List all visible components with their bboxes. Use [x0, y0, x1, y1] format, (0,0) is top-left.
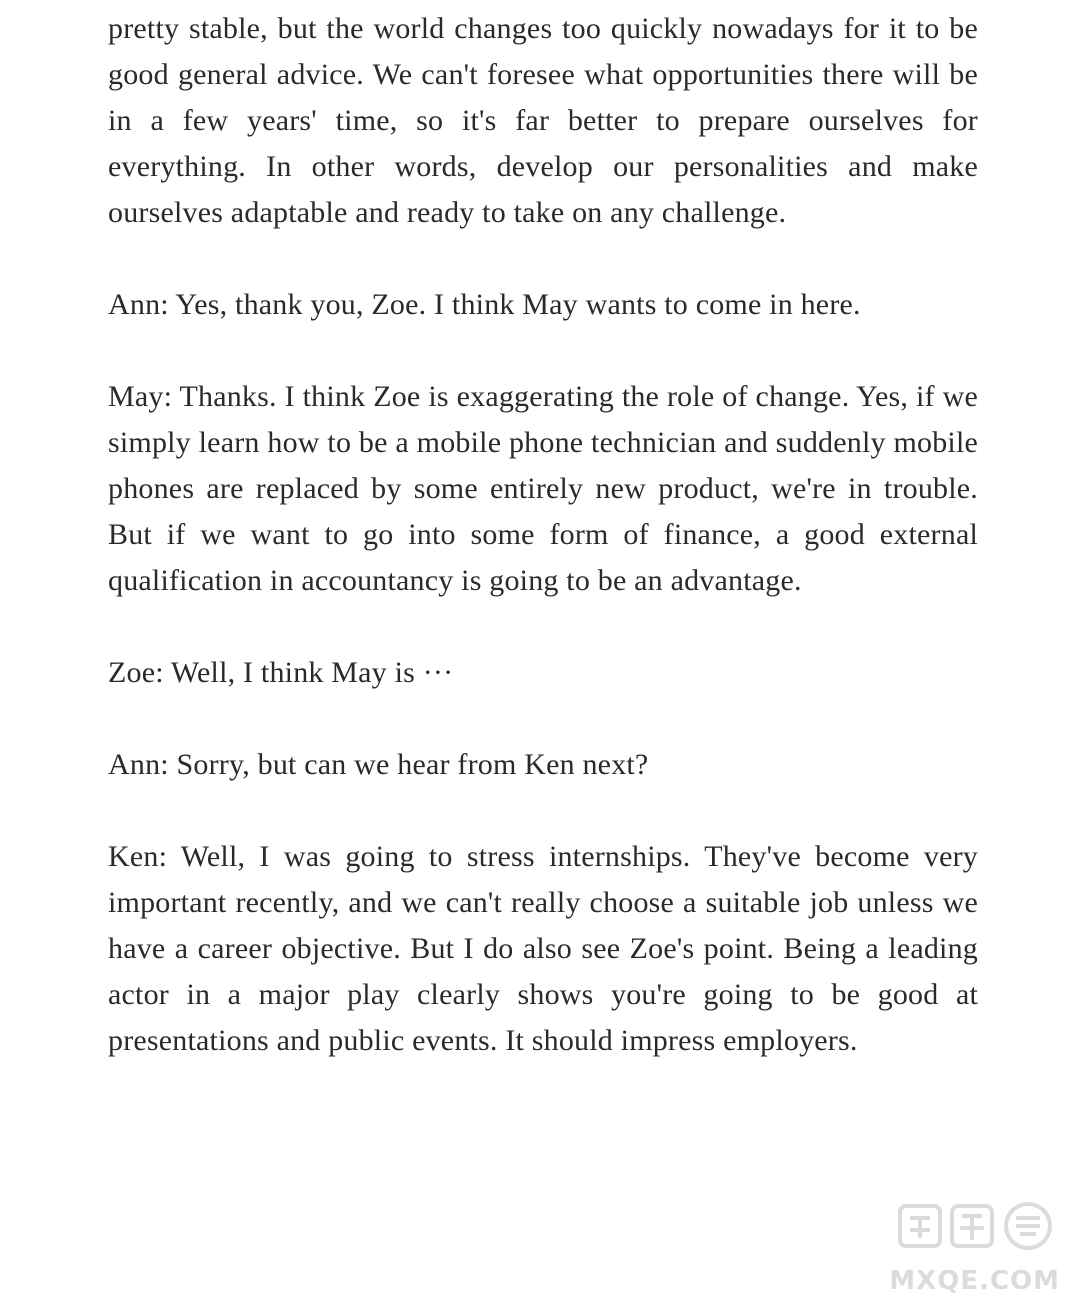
paragraph-ken: Ken: Well, I was going to stress internships. They've become very important recently, and we can't really choose a suitable job unless we have a career objective. But I do also see Zoe's point. Being a leading actor in a major play clearly shows you're going to be good at presentations and public events. It should impress employers. — [108, 840, 978, 1057]
paragraph-ann-2: Ann: Sorry, but can we hear from Ken next? — [108, 748, 649, 781]
paragraph-may: May: Thanks. I think Zoe is exaggerating the role of change. Yes, if we simply learn how to be a mobile phone technician and suddenly mobile phones are replaced by some entirely new product, we're in trouble. But if we want to go into some form of finance, a good external qualification in accountancy is going to be an advantage. — [108, 380, 978, 597]
paragraph-zoe-continued: pretty stable, but the world changes too quickly nowadays for it to be good general advice. We can't foresee what opportunities there will be in a few years' time, so it's far better to prepare ourselves for everything. In other words, develop our personalities and make ourselves adaptable and ready to take on any challenge. — [108, 12, 978, 229]
watermark-site-text: MXQE.COM — [889, 1266, 1060, 1296]
paragraph-zoe: Zoe: Well, I think May is ··· — [108, 656, 454, 689]
watermark — [889, 1200, 1066, 1296]
paragraph-ann-1: Ann: Yes, thank you, Zoe. I think May wants to come in here. — [108, 288, 861, 321]
dialogue-text — [108, 6, 978, 1064]
watermark-logo-icon — [896, 1200, 1066, 1252]
